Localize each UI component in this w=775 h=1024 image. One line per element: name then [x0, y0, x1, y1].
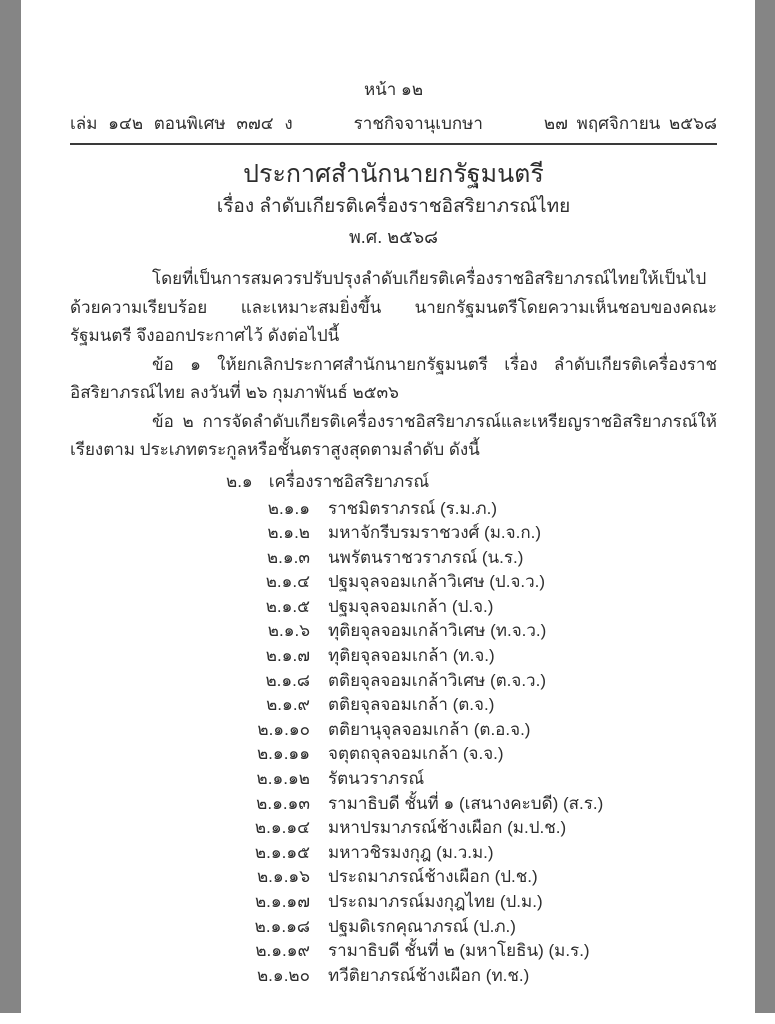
decoration-list-item	[238, 669, 717, 694]
gazette-volume: เล่ม ๑๔๒ ตอนพิเศษ ๓๗๔ ง	[70, 114, 293, 133]
decoration-item-number: ๒.๑.๑๐	[257, 719, 310, 739]
decoration-item-name: ทวีติยาภรณ์ช้างเผือก (ท.ช.)	[328, 965, 530, 985]
decoration-item-number: ๒.๑.๑๙	[255, 941, 310, 961]
clause-2: ข้อ ๒ การจัดลำดับเกียรติเครื่องราชอิสริยาภรณ์และเหรียญราชอิสริยาภรณ์ให้เรียงตาม ประเภทตระกูลหรือชั้นตราสูงสุดตามลำดับ ดังนี้	[70, 411, 717, 459]
decoration-list-item	[238, 767, 717, 792]
decoration-item-name: ทุติยจุลจอมเกล้าวิเศษ (ท.จ.ว.)	[328, 621, 547, 641]
decoration-list-item	[238, 644, 717, 669]
announcement-title: ประกาศสำนักนายกรัฐมนตรี	[243, 160, 544, 188]
preamble-paragraph: โดยที่เป็นการสมควรปรับปรุงลำดับเกียรติเครื่องราชอิสริยาภรณ์ไทยให้เป็นไปด้วยความเรียบร้อย และเหมาะสมยิ่งขึ้น นายกรัฐมนตรีโดยความเห็นชอบของคณะรัฐมนตรี จึงออกประกาศไว้ ดังต่อไปนี้	[70, 269, 717, 345]
decoration-list-item	[238, 521, 717, 546]
decoration-item-name: มหาวชิรมงกุฎ (ม.ว.ม.)	[328, 842, 494, 862]
gazette-masthead	[70, 110, 717, 137]
document-page[interactable]	[22, 0, 755, 1024]
decoration-item-name: จตุตถจุลจอมเกล้า (จ.จ.)	[328, 744, 504, 764]
gazette-date: ๒๗ พฤศจิกายน ๒๕๖๘	[543, 114, 717, 133]
decoration-item-name: ปฐมดิเรกคุณาภรณ์ (ป.ภ.)	[328, 916, 516, 936]
section-2-1	[226, 468, 717, 496]
decoration-item-name: รัตนวราภรณ์	[328, 769, 425, 789]
decoration-list-item	[238, 570, 717, 595]
announcement-subject: เรื่อง ลำดับเกียรติเครื่องราชอิสริยาภรณ์ไทย	[216, 196, 571, 217]
section-title: เครื่องราชอิสริยาภรณ์	[268, 471, 430, 491]
decoration-item-name: ตติยานุจุลจอมเกล้า (ต.อ.จ.)	[328, 719, 531, 739]
decoration-item-name: รามาธิบดี ชั้นที่ ๑ (เสนางคะบดี) (ส.ร.)	[328, 793, 604, 813]
decoration-list-item	[238, 939, 717, 964]
announcement-title-block	[70, 158, 717, 249]
decoration-item-number: ๒.๑.๑๖	[256, 867, 310, 887]
decoration-item-name: ประถมาภรณ์มงกุฎไทย (ป.ม.)	[328, 892, 543, 911]
gazette-page-number: หน้า ๑๒	[363, 80, 424, 99]
decoration-item-number: ๒.๑.๑๒	[256, 769, 310, 789]
decoration-list-item	[238, 841, 717, 866]
decoration-item-number: ๒.๑.๕	[265, 596, 310, 616]
decoration-item-name: ทุติยจุลจอมเกล้า (ท.จ.)	[328, 646, 495, 666]
clause-1: ข้อ ๑ ให้ยกเลิกประกาศสำนักนายกรัฐมนตรี เรื่อง ลำดับเกียรติเครื่องราชอิสริยาภรณ์ไทย ลงวันที่ ๒๖ กุมภาพันธ์ ๒๕๓๖	[70, 354, 717, 402]
viewer-left-margin	[0, 0, 21, 1013]
decoration-list-item	[238, 890, 717, 915]
decoration-list-item	[238, 718, 717, 743]
decoration-item-number: ๒.๑.๑๘	[254, 916, 310, 936]
decoration-list	[238, 497, 717, 989]
decoration-item-name: ตติยจุลจอมเกล้า (ต.จ.)	[328, 695, 495, 715]
gazette-name: ราชกิจจานุเบกษา	[353, 114, 483, 133]
decoration-list-item	[238, 742, 717, 767]
decoration-item-number: ๒.๑.๑๗	[254, 892, 310, 911]
decoration-item-name: นพรัตนราชวราภรณ์ (น.ร.)	[328, 547, 524, 567]
decoration-item-number: ๒.๑.๑๔	[254, 818, 310, 838]
decoration-list-item	[238, 865, 717, 890]
decoration-list-item	[238, 546, 717, 571]
decoration-item-number: ๒.๑.๑๓	[256, 793, 310, 813]
decoration-list-item	[238, 816, 717, 841]
section-number: ๒.๑	[226, 471, 253, 491]
decoration-item-number: ๒.๑.๒๐	[256, 965, 310, 985]
decoration-item-name: ราชมิตราภรณ์ (ร.ม.ภ.)	[328, 498, 498, 518]
document-content	[70, 76, 717, 988]
announcement-body	[70, 265, 717, 465]
decoration-list-item	[238, 619, 717, 644]
decoration-item-number: ๒.๑.๑๕	[254, 842, 310, 862]
decoration-item-name: มหาจักรีบรมราชวงศ์ (ม.จ.ก.)	[328, 523, 541, 543]
decoration-item-number: ๒.๑.๓	[266, 547, 310, 567]
decoration-list-item	[238, 915, 717, 940]
decoration-item-number: ๒.๑.๙	[266, 695, 310, 715]
decoration-item-name: ปฐมจุลจอมเกล้า (ป.จ.)	[328, 596, 494, 616]
announcement-year: พ.ศ. ๒๕๖๘	[348, 227, 439, 247]
decoration-list-item	[238, 693, 717, 718]
decoration-item-name: ประถมาภรณ์ช้างเผือก (ป.ช.)	[328, 867, 538, 887]
decoration-item-name: ปฐมจุลจอมเกล้าวิเศษ (ป.จ.ว.)	[328, 572, 546, 592]
decoration-item-number: ๒.๑.๑๑	[256, 744, 310, 764]
header-divider	[70, 143, 717, 145]
decoration-item-name: มหาปรมาภรณ์ช้างเผือก (ม.ป.ช.)	[328, 818, 567, 838]
viewer-right-margin	[754, 0, 775, 1013]
decoration-item-number: ๒.๑.๖	[267, 621, 310, 641]
decoration-item-name: ตติยจุลจอมเกล้าวิเศษ (ต.จ.ว.)	[328, 670, 546, 690]
decoration-item-number: ๒.๑.๑	[267, 498, 310, 518]
decoration-list-item	[238, 595, 717, 620]
decoration-list-item	[238, 964, 717, 989]
decoration-list-item	[238, 497, 717, 522]
decoration-item-number: ๒.๑.๔	[265, 572, 310, 592]
decoration-item-number: ๒.๑.๗	[265, 646, 310, 666]
decoration-item-name: รามาธิบดี ชั้นที่ ๒ (มหาโยธิน) (ม.ร.)	[328, 941, 590, 961]
decoration-item-number: ๒.๑.๘	[265, 670, 310, 690]
decoration-item-number: ๒.๑.๒	[267, 523, 310, 543]
decoration-list-item	[238, 792, 717, 817]
